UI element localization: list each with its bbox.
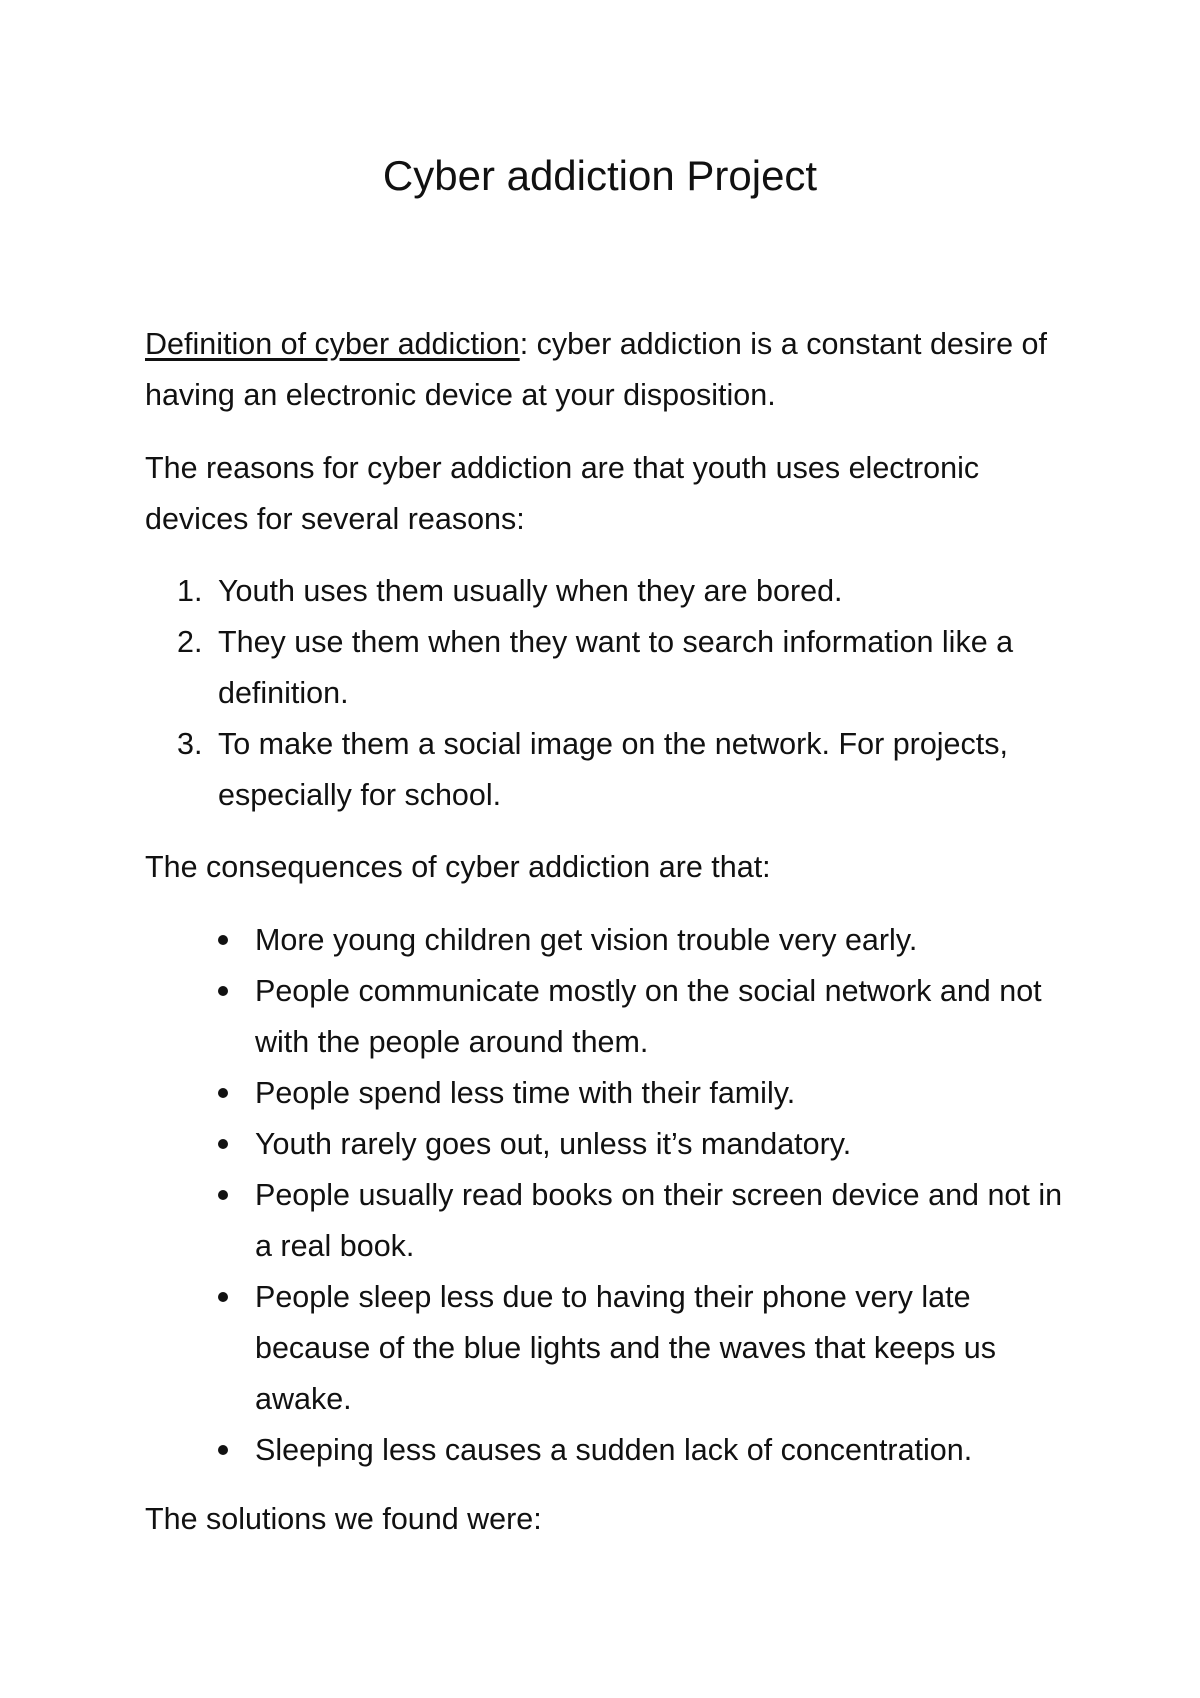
reason-number: 3. [177,727,203,761]
bullet-icon [218,935,228,945]
definition-label: Definition of cyber addiction [145,327,520,361]
consequence-item [145,1272,1075,1425]
consequence-item [145,1068,1075,1119]
consequence-text: Youth rarely goes out, unless it’s mandatory. [255,1127,852,1161]
bullet-icon [218,1139,228,1149]
reason-text: Youth uses them usually when they are bored. [218,574,843,608]
definition-separator: : [519,327,529,361]
definition-paragraph [145,319,1075,421]
consequence-text: People usually read books on their screen device and not in a real book. [255,1178,1063,1263]
consequences-intro: The consequences of cyber addiction are that: [145,850,771,884]
bullet-icon [218,1190,228,1200]
reason-text: To make them a social image on the network. For projects, especially for school. [218,727,1008,812]
consequence-text: Sleeping less causes a sudden lack of concentration. [255,1433,973,1467]
reasons-list [145,566,1075,821]
page-title: Cyber addiction Project [382,152,818,199]
reason-item [145,617,1075,719]
consequence-item [145,1119,1075,1170]
consequence-text: More young children get vision trouble very early. [255,923,918,957]
reason-text: They use them when they want to search information like a definition. [218,625,1014,710]
consequences-list [145,915,1075,1476]
consequence-text: People communicate mostly on the social network and not with the people around them. [255,974,1042,1059]
consequence-item [145,966,1075,1068]
reason-number: 2. [177,625,203,659]
definition-text: cyber addiction is a constant desire of having an electronic device at your disposition. [145,327,1047,412]
consequence-item [145,1170,1075,1272]
reason-item [145,566,1075,617]
bullet-icon [218,1088,228,1098]
consequence-text: People spend less time with their family. [255,1076,796,1110]
reason-item [145,719,1075,821]
reason-number: 1. [177,574,203,608]
solutions-intro: The solutions we found were: [145,1502,542,1536]
consequence-text: People sleep less due to having their phone very late because of the blue lights and the waves that keeps us awake. [255,1280,996,1416]
bullet-icon [218,1292,228,1302]
consequence-item [145,915,1075,966]
reasons-intro: The reasons for cyber addiction are that youth uses electronic devices for several reasons: [145,451,980,536]
bullet-icon [218,986,228,996]
bullet-icon [218,1445,228,1455]
consequence-item [145,1425,1075,1476]
